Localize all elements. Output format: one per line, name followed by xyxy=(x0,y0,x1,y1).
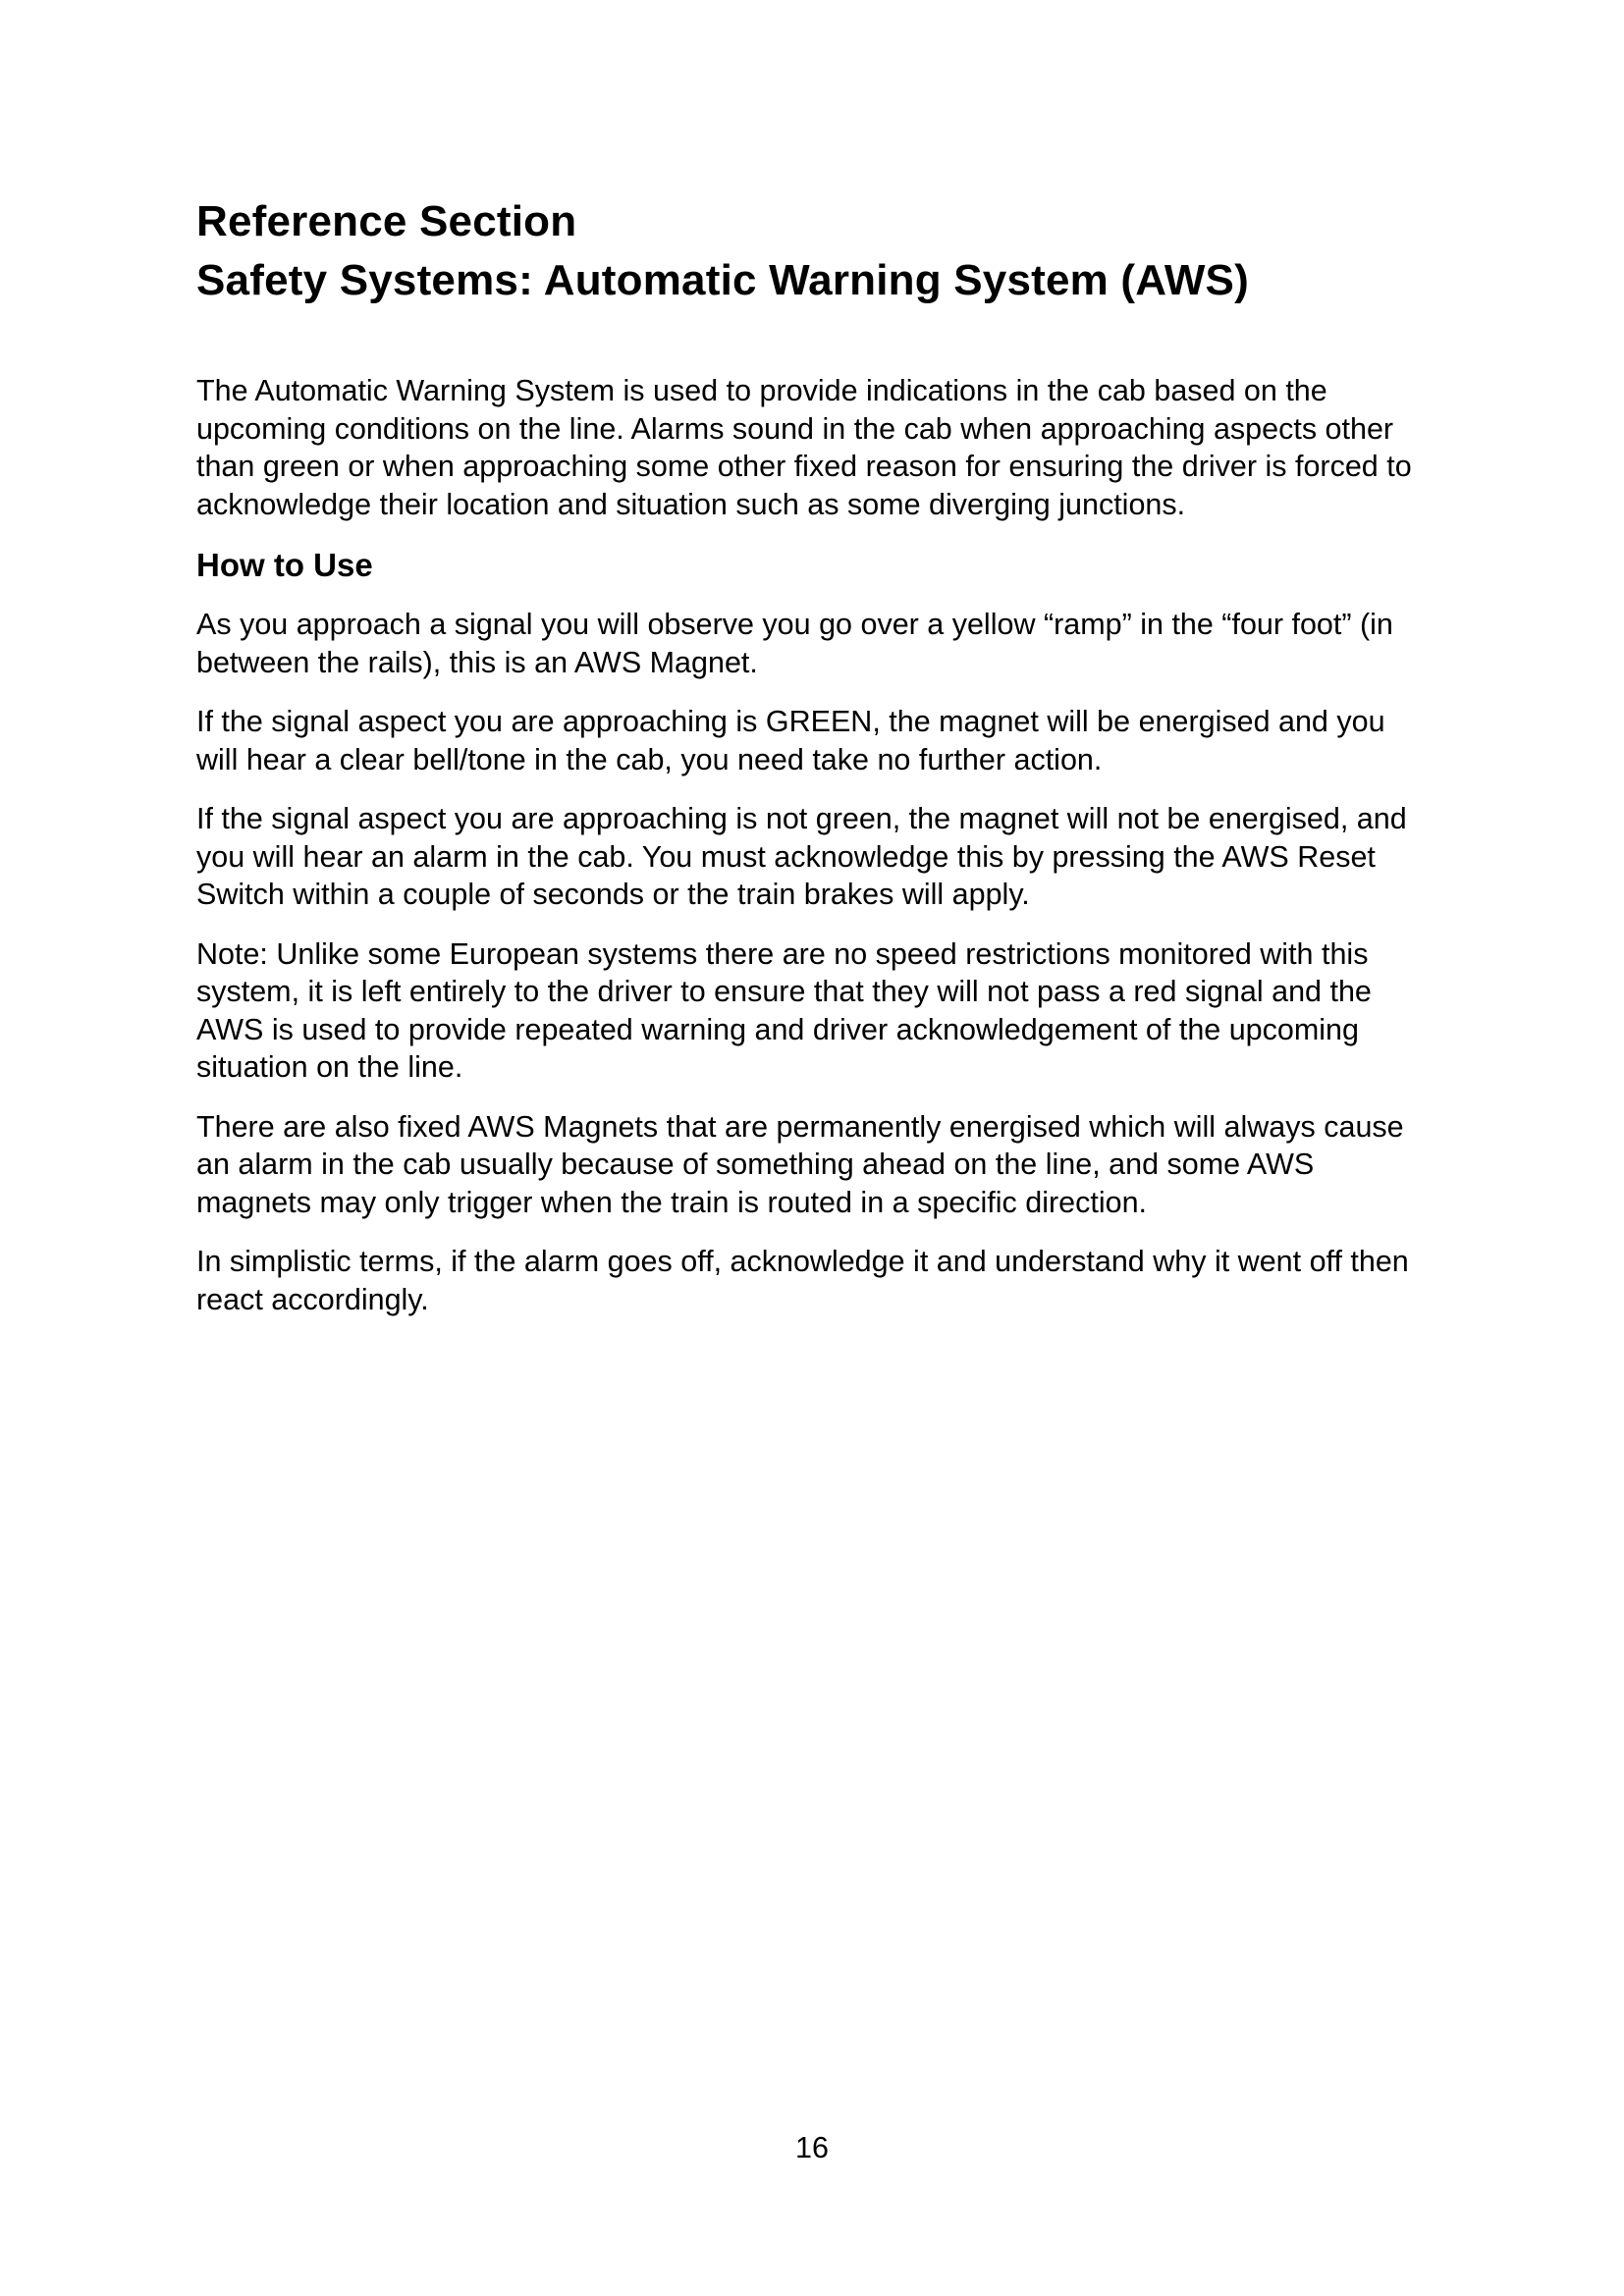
body-paragraph-green-aspect: If the signal aspect you are approaching is GREEN, the magnet will be energised and you will hear a clear bell/tone in the cab, you need take no further action. xyxy=(196,705,1385,776)
body-paragraph-not-green-aspect: If the signal aspect you are approaching is not green, the magnet will not be energised, and you will hear an alarm in the cab. You must acknowledge this by pressing the AWS Reset Switch within a couple of seconds or the train brakes will apply. xyxy=(196,802,1407,911)
body-paragraph-fixed-magnets: There are also fixed AWS Magnets that are permanently energised which will always cause an alarm in the cab usually because of something ahead on the line, and some AWS magnets may only trigger when the train is routed in a specific direction. xyxy=(196,1109,1404,1219)
intro-paragraph: The Automatic Warning System is used to provide indications in the cab based on the upcoming conditions on the line. Alarms sound in the cab when approaching aspects other than green or when approaching some other fixed reason for ensuring the driver is forced to acknowledge their location and situation such as some diverging junctions. xyxy=(196,374,1412,521)
page-number: 16 xyxy=(795,2131,829,2164)
body-paragraph-aws-magnet: As you approach a signal you will observe you go over a yellow “ramp” in the “four foot” (in between the rails), this is an AWS Magnet. xyxy=(196,608,1393,679)
section-heading-how-to-use: How to Use xyxy=(196,547,373,583)
page-title xyxy=(196,0,1428,310)
title-line-reference-section: Reference Section xyxy=(196,197,577,245)
body-paragraph-note: Note: Unlike some European systems there are no speed restrictions monitored with this system, it is left entirely to the driver to ensure that they will not pass a red signal and the AWS is used to provide repeated warning and driver acknowledgement of the upcoming situation on the line. xyxy=(196,936,1372,1084)
title-line-safety-systems: Safety Systems: Automatic Warning System (AWS) xyxy=(196,256,1249,304)
text-column xyxy=(196,0,1428,1318)
body-paragraph-simplistic-terms: In simplistic terms, if the alarm goes off, acknowledge it and understand why it went off then react accordingly. xyxy=(196,1245,1409,1316)
